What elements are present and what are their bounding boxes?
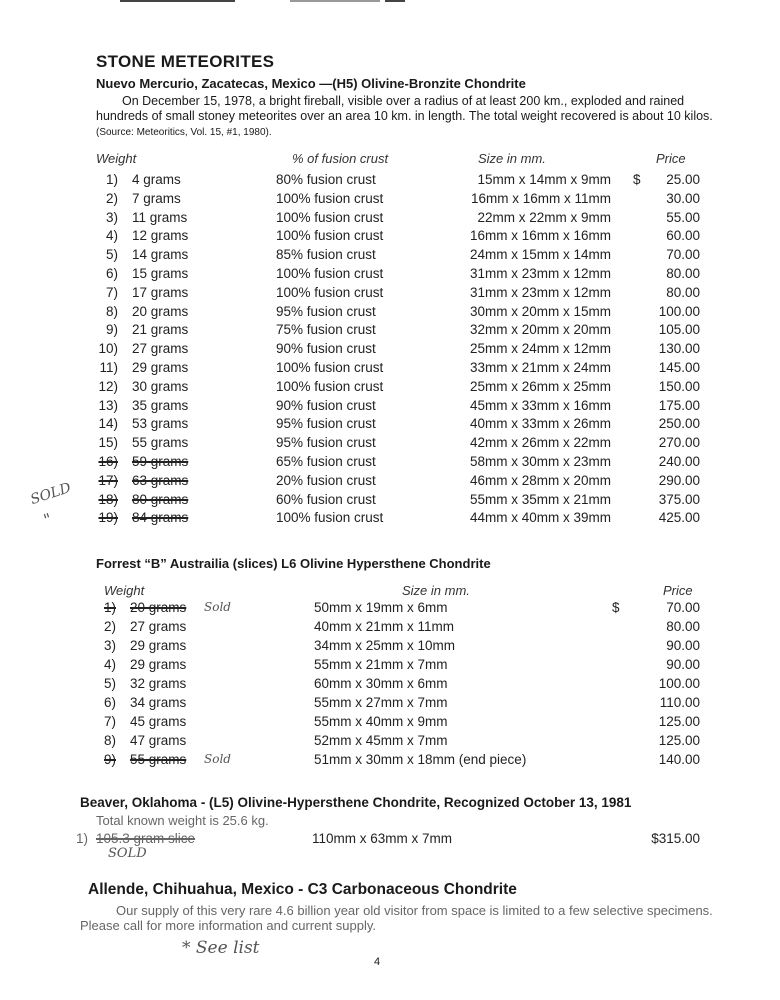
forrest-row: [0, 714, 780, 733]
row-weight: 4 grams: [132, 172, 181, 187]
beaver-sold-note: SOLD: [108, 846, 147, 861]
nuevo-col-fusion: % of fusion crust: [292, 151, 389, 166]
page-number: 4: [374, 956, 381, 968]
row-price: 25.00: [666, 172, 700, 187]
forrest-col-price: Price: [663, 583, 693, 598]
nuevo-row: [0, 492, 780, 511]
row-size: 40mm x 21mm x 11mm: [314, 619, 455, 634]
row-fusion: 100% fusion crust: [276, 360, 384, 375]
row-number: 6): [105, 266, 118, 281]
row-number: 11): [99, 360, 118, 375]
row-price: 145.00: [658, 360, 700, 375]
row-weight: 55 grams: [132, 435, 189, 451]
row-size: 55mm x 40mm x 9mm: [314, 714, 448, 729]
allende-note: * See list: [182, 938, 260, 958]
row-size: 44mm x 40mm x 39mm: [469, 510, 611, 526]
row-price: 125.00: [658, 733, 700, 748]
forrest-row: [0, 733, 780, 752]
row-number: 9): [105, 322, 118, 338]
nuevo-row: [0, 304, 780, 323]
row-weight: 34 grams: [130, 695, 187, 710]
nuevo-row: [0, 398, 780, 417]
row-currency: $: [633, 172, 641, 187]
row-number: 19): [98, 510, 118, 526]
row-price: 250.00: [658, 416, 700, 432]
row-number: 18): [98, 491, 118, 507]
row-fusion: 100% fusion crust: [276, 209, 384, 225]
row-fusion: 100% fusion crust: [276, 190, 384, 206]
row-fusion: 85% fusion crust: [276, 247, 376, 263]
row-size: 30mm x 20mm x 15mm: [469, 303, 611, 319]
row-size: 45mm x 33mm x 16mm: [469, 397, 611, 413]
row-size: 50mm x 19mm x 6mm: [314, 600, 448, 615]
row-weight: 63 grams: [132, 472, 189, 488]
row-price: 80.00: [666, 619, 700, 634]
row-fusion: 90% fusion crust: [276, 341, 376, 357]
row-fusion: 100% fusion crust: [276, 228, 384, 244]
row-number: 3): [105, 209, 118, 225]
row-number: 13): [98, 397, 118, 413]
row-size: 60mm x 30mm x 6mm: [314, 676, 448, 691]
scan-artifact: [120, 0, 235, 2]
nuevo-row: [0, 228, 780, 247]
forrest-row: [0, 619, 780, 638]
row-size: 58mm x 30mm x 23mm: [469, 454, 611, 469]
row-size: 46mm x 28mm x 20mm: [469, 472, 611, 488]
row-price: 130.00: [658, 341, 700, 357]
row-size: 34mm x 25mm x 10mm: [314, 638, 456, 653]
row-size: 40mm x 33mm x 26mm: [469, 416, 611, 432]
row-number: 4): [105, 228, 118, 244]
beaver-item-num: 1): [76, 831, 89, 846]
row-price: 240.00: [658, 454, 700, 469]
row-weight: 47 grams: [130, 733, 187, 748]
forrest-row: [0, 638, 780, 657]
row-weight: 12 grams: [132, 228, 189, 244]
row-size: 55mm x 35mm x 21mm: [469, 491, 611, 507]
row-size: 55mm x 21mm x 7mm: [314, 657, 448, 672]
row-price: 90.00: [666, 657, 700, 672]
nuevo-col-price: Price: [656, 151, 686, 166]
row-weight: 84 grams: [132, 510, 189, 526]
row-number: 12): [98, 378, 118, 394]
forrest-heading: Forrest “B” Austrailia (slices) L6 Olivine Hypersthene Chondrite: [96, 556, 491, 571]
nuevo-row: [0, 379, 780, 398]
row-number: 15): [98, 435, 118, 451]
row-weight: 80 grams: [132, 491, 189, 507]
nuevo-row: [0, 473, 780, 492]
row-size: 24mm x 15mm x 14mm: [469, 247, 611, 263]
nuevo-row: [0, 247, 780, 266]
nuevo-row: [0, 210, 780, 229]
row-price: 110.00: [659, 695, 700, 710]
row-number: 16): [98, 454, 118, 469]
row-number: 14): [98, 416, 118, 432]
row-size: 22mm x 22mm x 9mm: [477, 209, 611, 225]
row-number: 3): [103, 638, 116, 653]
row-number: 1): [103, 600, 116, 615]
row-price: 105.00: [658, 322, 700, 338]
row-weight: 20 grams: [132, 303, 189, 319]
row-weight: 7 grams: [132, 190, 181, 206]
row-size: 52mm x 45mm x 7mm: [314, 733, 448, 748]
row-price: 150.00: [658, 378, 700, 394]
row-fusion: 80% fusion crust: [276, 172, 376, 187]
row-weight: 53 grams: [132, 416, 189, 432]
row-fusion: 60% fusion crust: [276, 491, 376, 507]
row-fusion: 20% fusion crust: [276, 472, 376, 488]
nuevo-description: [96, 94, 736, 140]
nuevo-row: [0, 266, 780, 285]
row-size: 33mm x 21mm x 24mm: [469, 360, 611, 375]
row-size: 51mm x 30mm x 18mm (end piece): [314, 752, 527, 767]
row-number: 5): [105, 247, 118, 263]
row-fusion: 90% fusion crust: [276, 397, 376, 413]
row-number: 5): [103, 676, 116, 691]
row-weight: 29 grams: [130, 657, 187, 672]
row-price: 80.00: [666, 266, 700, 281]
nuevo-col-size: Size in mm.: [478, 151, 546, 166]
row-weight: 27 grams: [130, 619, 187, 634]
row-weight: 17 grams: [132, 284, 189, 300]
beaver-description: Total known weight is 25.6 kg.: [96, 813, 269, 828]
row-number: 7): [103, 714, 116, 729]
row-weight: 30 grams: [132, 378, 189, 394]
row-weight: 55 grams: [130, 752, 187, 767]
beaver-item-size: 110mm x 63mm x 7mm: [312, 831, 453, 846]
row-number: 2): [105, 190, 118, 206]
nuevo-row: [0, 172, 780, 191]
row-size: 55mm x 27mm x 7mm: [314, 695, 448, 710]
allende-heading: Allende, Chihuahua, Mexico - C3 Carbonaceous Chondrite: [88, 881, 517, 898]
row-number: 4): [103, 657, 116, 672]
row-price: 375.00: [658, 491, 700, 507]
row-weight: 32 grams: [130, 676, 187, 691]
row-weight: 11 grams: [132, 209, 188, 225]
row-size: 25mm x 26mm x 25mm: [469, 378, 611, 394]
nuevo-description-source: (Source: Meteoritics, Vol. 15, #1, 1980).: [96, 127, 272, 138]
row-size: 16mm x 16mm x 16mm: [469, 228, 611, 244]
forrest-row: [0, 752, 780, 771]
row-number: 8): [103, 733, 116, 748]
forrest-col-weight: Weight: [104, 583, 145, 598]
row-number: 9): [103, 752, 116, 767]
row-weight: 35 grams: [132, 397, 189, 413]
forrest-row: [0, 676, 780, 695]
row-sold-note: Sold: [204, 752, 231, 766]
row-fusion: 100% fusion crust: [276, 284, 384, 300]
beaver-item-weight: 105.3 gram slice: [96, 831, 196, 846]
row-weight: 29 grams: [130, 638, 187, 653]
row-weight: 29 grams: [132, 360, 189, 375]
scan-artifact: [385, 0, 405, 2]
row-weight: 14 grams: [132, 247, 189, 263]
forrest-row: [0, 657, 780, 676]
nuevo-row: [0, 435, 780, 454]
beaver-heading: Beaver, Oklahoma - (L5) Olivine-Hypersthene Chondrite, Recognized October 13, 1981: [80, 795, 632, 810]
nuevo-description-main: On December 15, 1978, a bright fireball, visible over a radius of at least 200 km., exploded and rained hundreds of small stoney meteorites over an area 10 km. in length. The total weight recovered is about 10 kilos.: [96, 94, 713, 123]
row-price: 100.00: [658, 676, 700, 691]
row-price: 70.00: [666, 247, 700, 263]
row-price: 290.00: [658, 472, 700, 488]
row-fusion: 95% fusion crust: [276, 416, 376, 432]
scan-artifact: [290, 0, 380, 2]
row-price: 90.00: [666, 638, 700, 653]
nuevo-row: [0, 416, 780, 435]
forrest-row: [0, 695, 780, 714]
row-fusion: 95% fusion crust: [276, 303, 376, 319]
row-size: 31mm x 23mm x 12mm: [469, 266, 611, 281]
row-weight: 20 grams: [130, 600, 187, 615]
allende-description: Our supply of this very rare 4.6 billion year old visitor from space is limited to a few selective specimens. Please call for more information and current supply.: [80, 903, 713, 933]
row-price: 70.00: [666, 600, 700, 615]
row-size: 15mm x 14mm x 9mm: [477, 172, 611, 187]
nuevo-col-weight: Weight: [96, 151, 137, 166]
row-number: 2): [103, 619, 116, 634]
row-size: 25mm x 24mm x 12mm: [469, 341, 611, 357]
row-currency: $: [612, 600, 620, 615]
row-price: 60.00: [666, 228, 700, 244]
row-size: 16mm x 16mm x 11mm: [470, 190, 611, 206]
row-number: 1): [105, 172, 118, 187]
row-price: 30.00: [666, 190, 700, 206]
section-title: STONE METEORITES: [96, 52, 275, 71]
row-weight: 45 grams: [130, 714, 187, 729]
row-price: 270.00: [658, 435, 700, 451]
row-price: 55.00: [666, 209, 700, 225]
row-number: 6): [103, 695, 116, 710]
nuevo-row: [0, 510, 780, 529]
nuevo-row: [0, 360, 780, 379]
row-price: 140.00: [658, 752, 700, 767]
row-weight: 15 grams: [132, 266, 189, 281]
row-weight: 21 grams: [132, 322, 189, 338]
nuevo-row: [0, 341, 780, 360]
row-size: 42mm x 26mm x 22mm: [469, 435, 611, 451]
nuevo-row: [0, 191, 780, 210]
row-price: 100.00: [658, 303, 700, 319]
forrest-col-size: Size in mm.: [402, 583, 470, 598]
row-price: 425.00: [658, 510, 700, 526]
row-price: 125.00: [658, 714, 700, 729]
row-price: 80.00: [666, 284, 700, 300]
row-number: 17): [98, 472, 118, 488]
forrest-row: [0, 600, 780, 619]
row-price: 175.00: [658, 397, 700, 413]
row-weight: 59 grams: [132, 454, 189, 469]
row-number: 7): [105, 284, 118, 300]
row-number: 10): [98, 341, 118, 357]
nuevo-row: [0, 285, 780, 304]
margin-note-sold: SOLD: [28, 479, 74, 509]
row-number: 8): [105, 303, 118, 319]
row-weight: 27 grams: [132, 341, 189, 357]
nuevo-row: [0, 322, 780, 341]
row-fusion: 75% fusion crust: [276, 322, 376, 338]
beaver-item-price: $315.00: [651, 831, 700, 846]
row-size: 32mm x 20mm x 20mm: [469, 322, 611, 338]
nuevo-heading: Nuevo Mercurio, Zacatecas, Mexico —(H5) Olivine-Bronzite Chondrite: [96, 76, 526, 91]
row-fusion: 100% fusion crust: [276, 266, 384, 281]
margin-note-ditto: ": [41, 509, 55, 530]
row-sold-note: Sold: [204, 600, 231, 614]
row-size: 31mm x 23mm x 12mm: [469, 284, 611, 300]
row-fusion: 95% fusion crust: [276, 435, 376, 451]
row-fusion: 100% fusion crust: [276, 510, 384, 526]
row-fusion: 100% fusion crust: [276, 378, 384, 394]
nuevo-row: [0, 454, 780, 473]
row-fusion: 65% fusion crust: [276, 454, 376, 469]
